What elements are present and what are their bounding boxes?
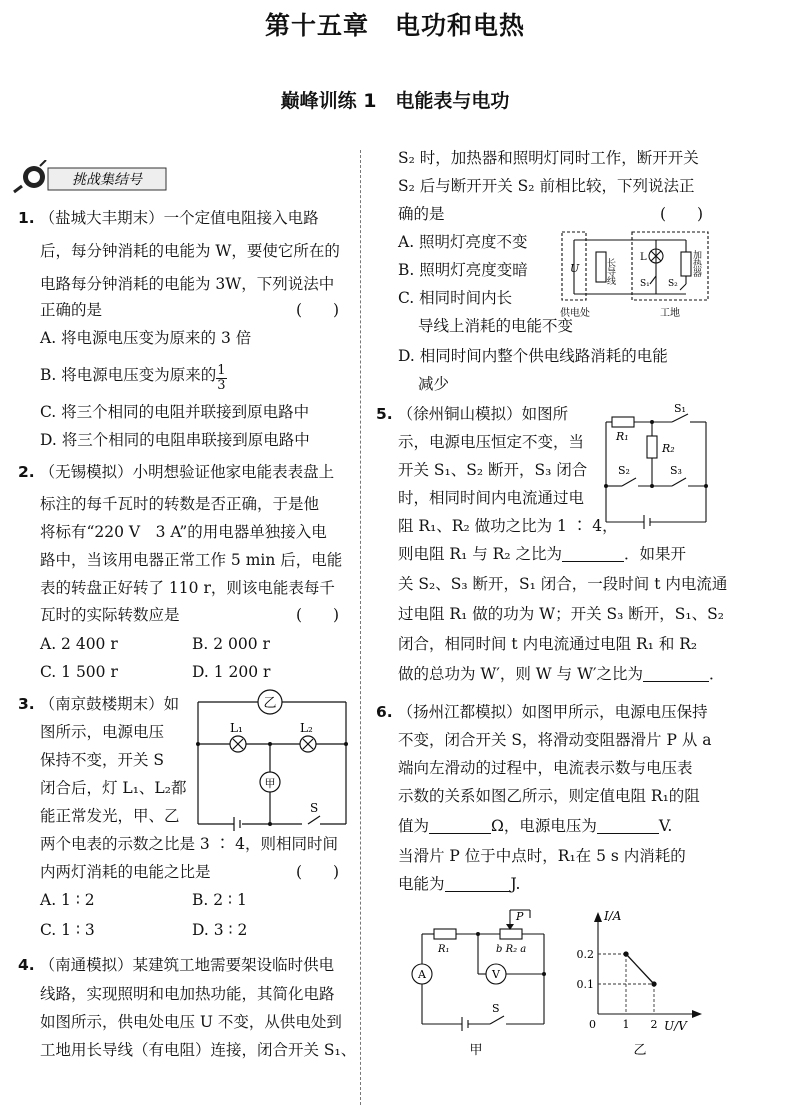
switch-s-label: S — [492, 1002, 500, 1015]
q6-answer-blank-1[interactable] — [429, 817, 491, 834]
q4-circuit-diagram — [560, 228, 710, 320]
q1-option-c: C. 将三个相同的电阻并联接到原电路中 — [40, 403, 310, 421]
r2-label: R₂ — [662, 442, 675, 455]
voltmeter-label: V — [492, 968, 500, 981]
q5-line-9: 闭合，相同时间 t 内电流通过电阻 R₁ 和 R₂ — [398, 635, 698, 653]
q1-answer-paren: ( ) — [296, 301, 340, 319]
figure-b-caption: 乙 — [633, 1043, 647, 1058]
q5-line-8: 过电阻 R₁ 做的功为 W；开关 S₃ 断开，S₁、S₂ — [398, 605, 724, 623]
r1-label: R₁ — [438, 944, 450, 955]
q4-option-c-2: 导线上消耗的电能不变 — [418, 317, 574, 335]
q4-option-d-1: D. 相同时间内整个供电线路消耗的电能 — [398, 347, 668, 365]
lamp-l-label: L — [640, 252, 647, 263]
q3-text-1: （南京鼓楼期末）如 — [39, 695, 180, 713]
q6-text-5b: Ω，电源电压为 — [491, 817, 597, 835]
q3-line-1 — [18, 694, 179, 714]
chapter-title: 第十五章 电功和电热 — [264, 11, 525, 40]
q1-fraction — [216, 364, 226, 393]
supply-label: 供电处 — [560, 308, 590, 319]
q5-text-6a: 则电阻 R₁ 与 R₂ 之比为 — [398, 545, 562, 563]
q4-answer-paren: ( ) — [660, 205, 704, 223]
q4-cont-2: S₂ 后与断开开关 S₂ 前相比较，下列说法正 — [398, 177, 695, 195]
q3-line-4: 闭合后，灯 L₁、L₂都 — [40, 779, 187, 797]
q3-line-3: 保持不变，开关 S — [40, 751, 165, 769]
q5-line-3: 开关 S₁、S₂ 断开，S₃ 闭合 — [398, 461, 588, 479]
q4-cont-1: S₂ 时，加热器和照明灯同时工作，断开开关 — [398, 149, 699, 167]
q5-answer-blank-1[interactable] — [562, 545, 624, 562]
q6-line-4: 示数的关系如图乙所示，则定值电阻 R₁的阻 — [398, 787, 700, 805]
switch-s3-label: S₃ — [670, 464, 682, 477]
q6-circuit-diagram — [400, 906, 560, 1058]
y-axis-label: I/A — [604, 909, 622, 923]
ammeter-label: A — [418, 968, 426, 981]
switch-s2-label: S₂ — [618, 464, 630, 477]
q3-circuit-diagram — [190, 684, 355, 832]
q5-circuit-diagram — [592, 402, 712, 530]
q1-option-b — [40, 364, 227, 393]
q3-number: 3. — [18, 695, 35, 713]
q5-text-10a: 做的总功为 W′，则 W 与 W′之比为 — [398, 665, 644, 683]
q3-option-a: A. 1 ∶ 2 — [40, 891, 95, 909]
q3-option-d: D. 3 ∶ 2 — [192, 921, 248, 939]
q2-line-1 — [18, 462, 334, 482]
data-point-1 — [652, 982, 656, 986]
q1-line-1 — [18, 208, 319, 228]
data-point-0 — [624, 952, 628, 956]
figure-a-caption: 甲 — [469, 1043, 483, 1058]
x-tick-1: 1 — [622, 1018, 630, 1031]
fraction-numerator: 1 — [217, 363, 226, 378]
q6-line-7 — [398, 874, 520, 894]
y-axis-arrow-icon — [594, 912, 602, 922]
q5-line-7: 关 S₂、S₃ 断开，S₁ 闭合，一段时间 t 内电流通 — [398, 575, 728, 593]
q6-answer-blank-3[interactable] — [445, 875, 511, 892]
q2-line-6: 瓦时的实际转数应是 — [40, 606, 180, 624]
q5-line-1 — [376, 404, 568, 424]
q2-option-d: D. 1 200 r — [192, 663, 271, 681]
q3-option-c: C. 1 ∶ 3 — [40, 921, 95, 939]
switch-s1-label: S₁ — [674, 402, 686, 415]
q1-option-b-text: B. 将电源电压变为原来的 — [40, 366, 217, 384]
q2-line-2: 标注的每千瓦时的转数是否正确，于是他 — [40, 495, 320, 513]
q4-option-c-1: C. 相同时间内长 — [398, 289, 513, 307]
q6-text-7a: 电能为 — [398, 875, 445, 893]
q5-text-10b: ． — [709, 665, 725, 683]
q4-option-b: B. 照明灯亮度变暗 — [398, 261, 528, 279]
lamp-l1-label: L₁ — [230, 721, 243, 735]
q2-option-b: B. 2 000 r — [192, 635, 270, 653]
q2-line-4: 路中，当该用电器正常工作 5 min 后，电能 — [40, 551, 343, 569]
q5-line-2: 示，电源电压恒定不变，当 — [398, 433, 585, 451]
q1-option-d: D. 将三个相同的电阻串联接到原电路中 — [40, 431, 310, 449]
q1-option-a: A. 将电源电压变为原来的 3 倍 — [40, 329, 252, 347]
fraction-denominator: 3 — [217, 378, 226, 393]
q2-option-c: C. 1 500 r — [40, 663, 118, 681]
q1-line-3: 电路每分钟消耗的电能为 3W，下列说法中 — [40, 275, 335, 293]
switch-s1-label: S₁ — [640, 279, 650, 289]
q6-text-1: （扬州江都模拟）如图甲所示，电源电压保持 — [397, 703, 708, 721]
y-tick-0-1: 0.1 — [576, 978, 594, 991]
q6-line-2: 不变，闭合开关 S，将滑动变阻器滑片 P 从 a — [398, 731, 712, 749]
q6-graph — [570, 906, 710, 1058]
long-wire-label: 长导线 — [605, 258, 615, 285]
q4-cont-3: 确的是 — [398, 205, 445, 223]
q2-line-5: 表的转盘正好转了 110 r，则该电能表每千 — [40, 579, 335, 597]
q5-line-5: 阻 R₁、R₂ 做功之比为 1 ∶ 4， — [398, 517, 618, 535]
q1-text-1: （盐城大丰期末）一个定值电阻接入电路 — [39, 209, 319, 227]
q6-line-5 — [398, 816, 672, 836]
q2-answer-paren: ( ) — [296, 606, 340, 624]
x-axis-label: U/V — [664, 1019, 687, 1033]
q1-line-4: 正确的是 — [40, 301, 103, 319]
meter-a-label: 甲 — [264, 777, 276, 790]
q1-line-2: 后，每分钟消耗的电能为 W，要使它所在的 — [40, 242, 340, 260]
q4-line-3: 如图所示，供电处电压 U 不变，从供电处到 — [40, 1013, 342, 1031]
q2-number: 2. — [18, 463, 35, 481]
q6-line-1 — [376, 702, 708, 722]
series-line — [626, 954, 654, 984]
x-axis-arrow-icon — [692, 1010, 702, 1018]
q6-text-5c: V. — [658, 817, 673, 835]
site-label: 工地 — [660, 308, 680, 319]
q5-line-4: 时，相同时间内电流通过电 — [398, 489, 585, 507]
q2-option-a: A. 2 400 r — [40, 635, 118, 653]
q2-text-1: （无锡模拟）小明想验证他家电能表表盘上 — [39, 463, 335, 481]
switch-s2-label: S₂ — [668, 279, 678, 289]
r1-label: R₁ — [616, 430, 629, 443]
q3-line-5: 能正常发光，甲、乙 — [40, 807, 180, 825]
q1-number: 1. — [18, 209, 35, 227]
q3-line-7: 内两灯消耗的电能之比是 — [40, 863, 211, 881]
badge-text: 挑战集结号 — [72, 172, 142, 188]
q4-number: 4. — [18, 956, 35, 974]
q3-line-6: 两个电表的示数之比是 3 ∶ 4，则相同时间 — [40, 835, 339, 853]
q3-line-2: 图所示，电源电压 — [40, 723, 165, 741]
q6-line-3: 端向左滑动的过程中，电流表示数与电压表 — [398, 759, 693, 777]
voltage-u-label: U — [570, 262, 580, 275]
q5-number: 5. — [376, 405, 393, 423]
column-divider — [360, 150, 361, 1105]
q5-answer-blank-2[interactable] — [643, 665, 709, 682]
heater-label: 加热器 — [691, 250, 701, 277]
q4-line-1 — [18, 955, 334, 975]
q6-text-7b: J. — [510, 875, 521, 893]
badge-graphic — [10, 160, 170, 194]
q4-line-2: 线路，实现照明和电加热功能，其简化电路 — [40, 985, 335, 1003]
q4-option-d-2: 减少 — [418, 375, 450, 393]
q6-answer-blank-2[interactable] — [597, 817, 659, 834]
lamp-l2-label: L₂ — [300, 721, 313, 735]
q5-text-1: （徐州铜山模拟）如图所 — [397, 405, 569, 423]
r2-label: b R₂ a — [496, 944, 527, 955]
q6-number: 6. — [376, 703, 393, 721]
challenge-badge — [10, 160, 170, 194]
slider-p-label: P — [516, 910, 524, 923]
q4-line-4: 工地用长导线（有电阻）连接，闭合开关 S₁、 — [40, 1041, 357, 1059]
section-subtitle: 巅峰训练 1 电能表与电功 — [280, 90, 510, 112]
origin-label: 0 — [589, 1018, 596, 1031]
q2-line-3: 将标有“220 V 3 A”的用电器单独接入电 — [40, 523, 327, 541]
q6-line-6: 当滑片 P 位于中点时，R₁在 5 s 内消耗的 — [398, 847, 686, 865]
q4-option-a: A. 照明灯亮度不变 — [398, 233, 528, 251]
switch-s-label: S — [310, 801, 319, 815]
q3-option-b: B. 2 ∶ 1 — [192, 891, 247, 909]
q3-answer-paren: ( ) — [296, 863, 340, 881]
q5-line-6 — [398, 544, 686, 564]
meter-b-label: 乙 — [263, 696, 277, 711]
y-tick-0-2: 0.2 — [576, 948, 594, 961]
q5-line-10 — [398, 664, 725, 684]
x-tick-2: 2 — [650, 1018, 658, 1031]
q6-text-5a: 值为 — [398, 817, 430, 835]
q5-text-6b: ．如果开 — [623, 545, 686, 563]
q4-text-1: （南通模拟）某建筑工地需要架设临时供电 — [39, 956, 335, 974]
